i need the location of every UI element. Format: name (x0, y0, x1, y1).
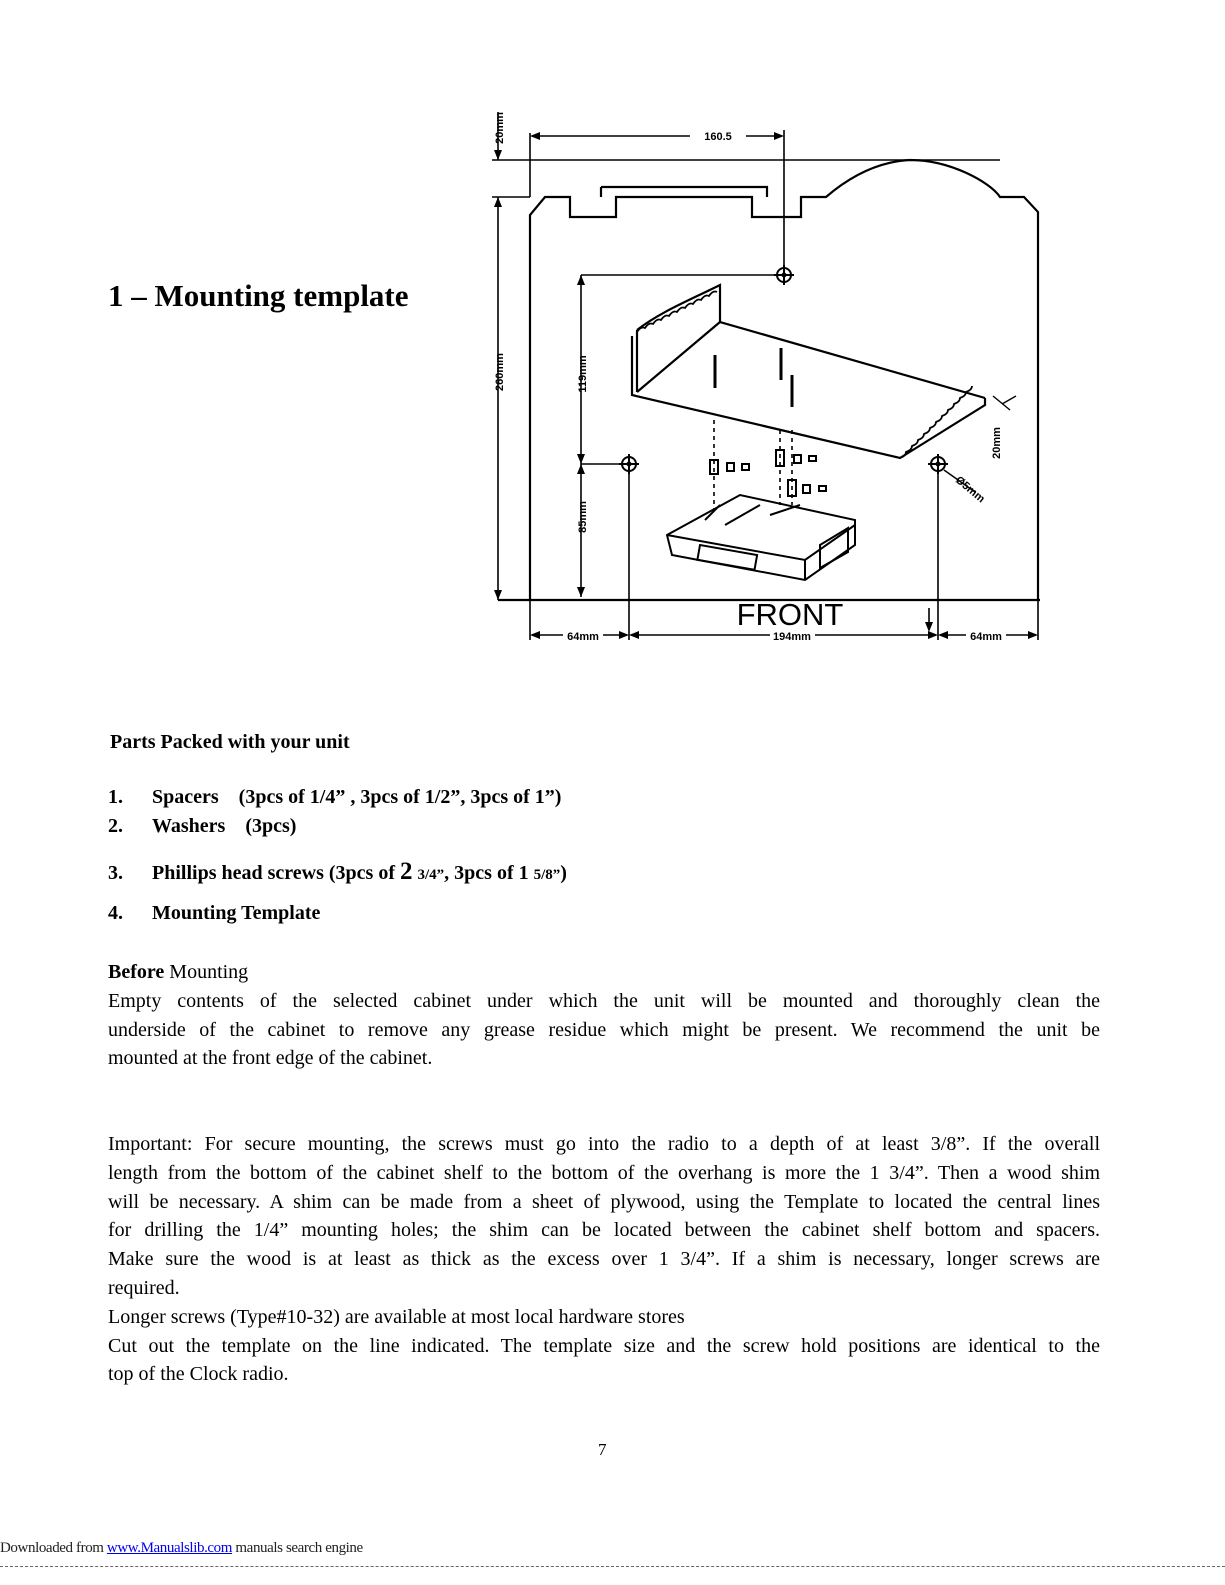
paragraph-line: Empty contents of the selected cabinet under which the unit will be mounted and thoroughly clean the (108, 989, 1100, 1012)
item-size-fraction: 5/8” (533, 867, 561, 883)
clock-radio-illustration (667, 495, 855, 580)
item-label: Mounting Template (152, 902, 321, 924)
paragraph-line: Longer screws (Type#10-32) are available at most local hardware stores (108, 1305, 685, 1328)
item-number: 4. (108, 902, 123, 924)
before-heading-rest: Mounting (164, 961, 249, 983)
dim-top-gap: 20mm (494, 112, 506, 144)
list-item (108, 786, 561, 809)
dim-bottom-right: 64mm (970, 631, 1002, 643)
list-item (108, 858, 567, 886)
paragraph-line: top of the Clock radio. (108, 1363, 289, 1386)
before-mounting-section (108, 958, 1100, 1073)
item-size-fraction: 3/4” (417, 867, 445, 883)
dim-height-total: 260mm (494, 353, 506, 391)
paragraph-line: mounted at the front edge of the cabinet. (108, 1047, 433, 1070)
paragraph-line: for drilling the 1/4” mounting holes; the shim can be located between the cabinet shelf bottom and spacers. (108, 1219, 1100, 1242)
mounting-template-diagram (480, 100, 1060, 660)
paragraph-line: Make sure the wood is at least as thick as the excess over 1 3/4”. If a shim is necessary, longer screws are (108, 1248, 1100, 1271)
paragraph-line: Important: For secure mounting, the screws must go into the radio to a depth of at least 3/8”. If the overall (108, 1133, 1100, 1155)
footer-divider (0, 1566, 1225, 1567)
front-label: FRONT (736, 597, 844, 632)
item-label: Spacers (152, 786, 219, 808)
dim-bottom-left: 64mm (567, 631, 599, 643)
item-label: Phillips head screws (3pcs of (152, 862, 395, 884)
paragraph-line: underside of the cabinet to remove any grease residue which might be present. We recommend the unit be (108, 1018, 1100, 1041)
dim-shelf-edge: 20mm (991, 427, 1003, 459)
paragraph-line: will be necessary. A shim can be made from a sheet of plywood, using the Template to located the central lines (108, 1190, 1100, 1213)
item-detail: , 3pcs of 1 (444, 862, 529, 884)
paragraph-line: length from the bottom of the cabinet shelf to the bottom of the overhang is more the 1 3/4”. Then a wood shim (108, 1161, 1100, 1184)
page-number: 7 (598, 1440, 607, 1459)
dim-top-width: 160.5 (704, 131, 732, 143)
item-label: Washers (152, 815, 226, 837)
dim-hole: Ø5mm (952, 474, 987, 506)
before-heading-bold: Before (108, 961, 165, 983)
item-detail-end: ) (560, 862, 567, 884)
dim-height-lower: 85mm (577, 501, 589, 533)
section-title: 1 – Mounting template (108, 278, 409, 313)
item-number: 2. (108, 815, 123, 837)
shelf-illustration (632, 285, 985, 458)
item-detail: (3pcs) (245, 815, 297, 837)
manualslib-link[interactable]: www.Manualslib.com (106, 1540, 233, 1556)
important-section (108, 1130, 1100, 1389)
footer-prefix: Downloaded from (0, 1540, 107, 1556)
item-number: 1. (108, 786, 123, 808)
item-size-whole: 2 (399, 858, 413, 885)
dim-height-upper: 119mm (577, 355, 589, 393)
before-heading (108, 958, 1100, 987)
dim-bottom-middle: 194mm (773, 631, 811, 643)
paragraph-line: required. (108, 1276, 180, 1299)
footer (0, 1540, 363, 1557)
footer-suffix: manuals search engine (232, 1540, 363, 1556)
list-item (108, 815, 296, 838)
parts-heading: Parts Packed with your unit (110, 731, 350, 753)
item-detail: (3pcs of 1/4” , 3pcs of 1/2”, 3pcs of 1”) (238, 786, 562, 808)
list-item (108, 902, 320, 925)
paragraph-line: Cut out the template on the line indicated. The template size and the screw hold positions are identical to the (108, 1334, 1100, 1357)
item-number: 3. (108, 862, 123, 884)
